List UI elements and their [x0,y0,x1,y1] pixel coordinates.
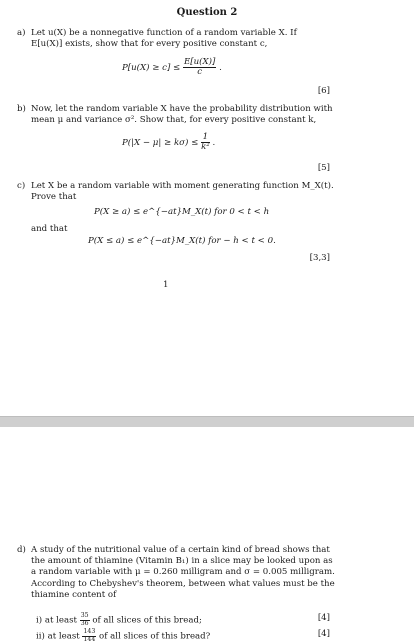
item-1-pre: at least [44,615,77,626]
part-a-marks: [6] [317,86,330,96]
part-d-line-2: the amount of thiamine (Vitamin B₁) in a slice may be looked upon as [31,556,333,567]
item-2-frac-den: 144 [83,635,96,643]
item-2-label: ii) [36,631,45,642]
part-c-equation-1: P(X ≥ a) ≤ e^{−at}M_X(t) for 0 < t < h [94,207,270,217]
item-1-label: i) [36,615,43,626]
item-1-frac-den: 36 [80,619,89,627]
part-c-marks: [3,3] [309,253,330,263]
part-b-fraction [201,133,210,152]
item-1-post: of all slices of this bread; [92,615,202,626]
item-2-post: of all slices of this bread? [99,631,211,642]
item-2-pre: at least [47,631,80,642]
part-c-text [31,181,336,203]
part-c-line2: Prove that [31,192,77,203]
part-b-eq-num: 1 [202,132,209,142]
part-a-eq-lhs: P[u(X) ≥ c] ≤ [122,63,181,73]
part-b-eq-lhs: P(|X − μ| ≥ kσ) ≤ [122,138,199,148]
part-b-label: b) [17,104,26,114]
question-title: Question 2 [176,7,238,18]
part-a-text [31,28,331,50]
item-1-fraction [80,613,90,627]
part-d-text [31,545,336,601]
part-d-line-3: a random variable with μ = 0.260 milligram and σ = 0.005 milligram. [31,567,335,578]
part-c-equation-2: P(X ≤ a) ≤ e^{−at}M_X(t) for − h < t < 0. [88,236,276,246]
part-b-line1: Now, let the random variable X have the probability distribution with [31,104,333,114]
part-d-item-1 [36,613,202,627]
part-a-fraction [183,58,216,77]
part-d-item-2-marks: [4] [317,629,330,639]
part-d-item-1-marks: [4] [317,613,330,623]
item-2-fraction [82,629,96,643]
part-a-eq-num: E[u(X)] [184,57,216,67]
item-1-frac-num: 35 [80,612,89,619]
part-d-label: d) [17,545,26,555]
part-a-eq-end: . [219,63,222,73]
page-number: 1 [163,280,169,290]
part-b-line2: mean μ and variance σ². Show that, for every positive constant k, [31,115,317,126]
part-d-line-1: A study of the nutritional value of a certain kind of bread shows that [31,545,330,555]
part-c-and-that: and that [31,224,68,234]
part-b-marks: [5] [317,163,330,173]
part-a-equation [122,58,222,77]
part-c-label: c) [17,181,26,191]
part-b-eq-den: k² [201,142,210,152]
part-b-eq-end: . [212,138,216,148]
part-c-line1: Let X be a random variable with moment generating function M_X(t). [31,181,334,191]
part-d-line-5: thiamine content of [31,589,117,600]
part-d-line-4: According to Chebyshev's theorem, between what values must be the [31,578,335,589]
item-2-frac-num: 143 [83,628,96,635]
part-b-text [31,104,336,126]
part-d-item-2 [36,629,210,643]
part-a-eq-den: c [197,67,203,77]
page-separator [0,416,414,427]
part-a-line1: Let u(X) be a nonnegative function of a random variable X. If [31,28,297,38]
part-b-equation [122,133,215,152]
part-a-label: a) [17,28,26,38]
part-a-line2: E[u(X)] exists, show that for every positive constant c, [31,39,268,50]
